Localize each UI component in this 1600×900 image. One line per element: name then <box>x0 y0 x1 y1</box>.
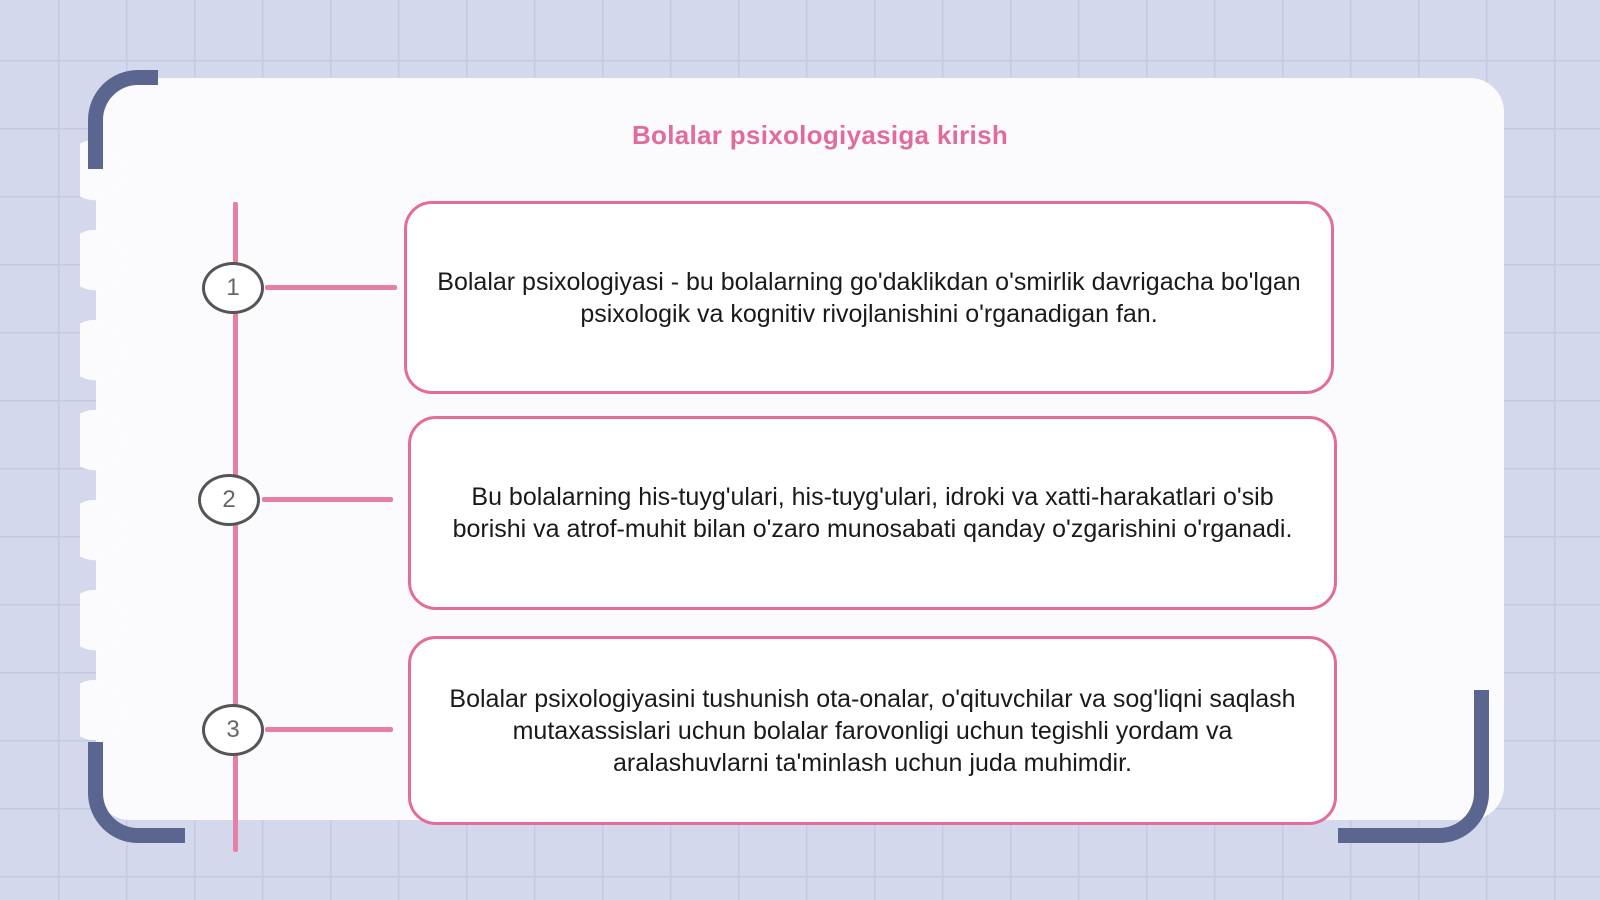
timeline-item-1-text: Bolalar psixologiyasi - bu bolalarning go'daklikdan o'smirlik davrigacha bo'lgan psixologik va kognitiv rivojlanishini o'rganadigan fan. <box>437 267 1301 328</box>
timeline-item-2 <box>408 416 1337 610</box>
corner-bracket-bottom-right <box>1338 690 1489 843</box>
timeline-item-3 <box>408 636 1337 825</box>
corner-bracket-top-left <box>88 70 158 169</box>
step-2-connector <box>262 497 393 502</box>
timeline-item-3-text: Bolalar psixologiyasini tushunish ota-onalar, o'qituvchilar va sog'liqni saqlash mutaxassislari uchun bolalar farovonligi uchun tegishli yordam va aralashuvlarni ta'minlash uchun juda muhimdir. <box>449 684 1296 777</box>
step-2-circle: 2 <box>198 474 260 526</box>
corner-bracket-bottom-left <box>88 742 185 843</box>
step-3-circle: 3 <box>202 704 264 756</box>
slide-title: Bolalar psixologiyasiga kirish <box>631 120 1009 150</box>
step-3-connector <box>265 727 393 732</box>
step-1-connector <box>265 285 397 290</box>
step-1-circle: 1 <box>202 262 264 314</box>
timeline-item-1 <box>404 201 1334 394</box>
notebook-edge-decoration <box>80 140 130 740</box>
timeline-item-2-text: Bu bolalarning his-tuyg'ulari, his-tuyg'ulari, idroki va xatti-harakatlari o'sib borishi va atrof-muhit bilan o'zaro munosabati qanday o'zgarishini o'rganadi. <box>452 483 1293 543</box>
